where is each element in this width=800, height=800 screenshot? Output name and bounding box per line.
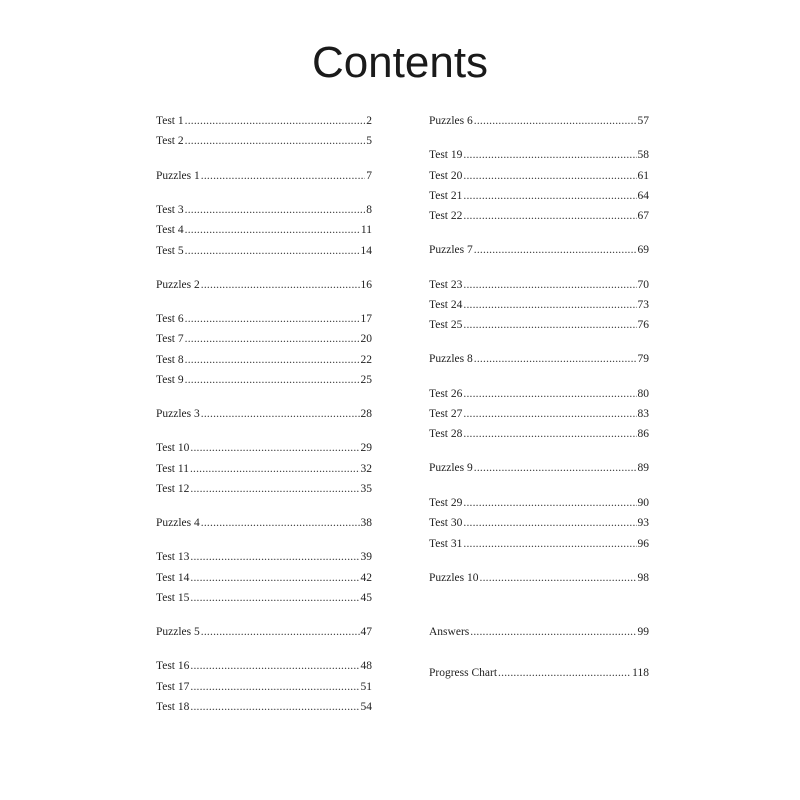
toc-entry-page-number: 73	[637, 299, 649, 311]
toc-entry-label: Test 25	[429, 319, 463, 331]
toc-entry	[429, 352, 649, 366]
toc-entry-page-number: 70	[637, 279, 649, 291]
toc-entry-page-number: 96	[637, 538, 649, 550]
dot-leader	[201, 625, 360, 639]
toc-entry	[156, 407, 372, 421]
toc-entry-page-number: 32	[360, 463, 372, 475]
toc-entry-page-number: 79	[637, 353, 649, 365]
toc-entry-label: Test 15	[156, 592, 190, 604]
toc-entry-label: Test 12	[156, 483, 190, 495]
toc-entry	[156, 441, 372, 455]
toc-entry	[156, 591, 372, 605]
dot-leader	[463, 427, 636, 441]
dot-leader	[463, 537, 636, 551]
toc-entry-page-number: 45	[360, 592, 372, 604]
dot-leader	[201, 516, 360, 530]
toc-entry-label: Test 2	[156, 135, 184, 147]
toc-entry-label: Test 16	[156, 660, 190, 672]
dot-leader	[480, 571, 637, 585]
toc-entry-page-number: 2	[366, 115, 372, 127]
toc-entry-label: Puzzles 7	[429, 244, 473, 256]
toc-entry	[156, 659, 372, 673]
dot-leader	[463, 387, 636, 401]
dot-leader	[463, 169, 636, 183]
toc-entry-page-number: 80	[637, 388, 649, 400]
toc-entry	[429, 625, 649, 639]
toc-entry	[429, 666, 649, 680]
toc-entry-page-number: 76	[637, 319, 649, 331]
toc-entry	[156, 680, 372, 694]
toc-entry-label: Test 30	[429, 517, 463, 529]
dot-leader	[463, 278, 636, 292]
toc-entry	[429, 298, 649, 312]
toc-entry	[429, 189, 649, 203]
toc-entry-page-number: 61	[637, 170, 649, 182]
toc-entry-page-number: 57	[637, 115, 649, 127]
dot-leader	[463, 496, 636, 510]
toc-entry	[429, 516, 649, 530]
toc-entry-label: Test 1	[156, 115, 184, 127]
toc-entry-label: Test 8	[156, 354, 184, 366]
dot-leader	[185, 353, 360, 367]
dot-leader	[201, 169, 365, 183]
dot-leader	[190, 462, 360, 476]
toc-entry	[156, 312, 372, 326]
toc-entry-page-number: 39	[360, 551, 372, 563]
dot-leader	[185, 223, 360, 237]
dot-leader	[190, 550, 359, 564]
toc-entry-label: Test 7	[156, 333, 184, 345]
toc-entry	[156, 516, 372, 530]
toc-left-column	[156, 0, 372, 800]
toc-right-column	[429, 0, 649, 800]
toc-entry-page-number: 67	[637, 210, 649, 222]
toc-entry	[156, 462, 372, 476]
toc-entry-label: Test 5	[156, 245, 184, 257]
toc-entry	[429, 148, 649, 162]
toc-entry-page-number: 29	[360, 442, 372, 454]
toc-entry-label: Test 22	[429, 210, 463, 222]
dot-leader	[185, 244, 360, 258]
dot-leader	[190, 591, 359, 605]
toc-entry-page-number: 89	[637, 462, 649, 474]
dot-leader	[190, 441, 359, 455]
dot-leader	[185, 203, 366, 217]
toc-entry-page-number: 69	[637, 244, 649, 256]
toc-entry-label: Puzzles 1	[156, 170, 200, 182]
toc-entry	[156, 482, 372, 496]
toc-entry-label: Puzzles 5	[156, 626, 200, 638]
dot-leader	[201, 407, 360, 421]
toc-entry	[429, 278, 649, 292]
dot-leader	[463, 298, 636, 312]
toc-entry-label: Test 6	[156, 313, 184, 325]
toc-entry-label: Test 29	[429, 497, 463, 509]
toc-entry-label: Progress Chart	[429, 667, 498, 679]
dot-leader	[463, 516, 636, 530]
toc-entry	[156, 332, 372, 346]
toc-entry	[429, 496, 649, 510]
toc-entry-label: Puzzles 6	[429, 115, 473, 127]
toc-entry	[156, 571, 372, 585]
toc-entry-label: Test 20	[429, 170, 463, 182]
toc-entry-label: Test 10	[156, 442, 190, 454]
toc-entry	[156, 700, 372, 714]
toc-entry	[156, 373, 372, 387]
dot-leader	[463, 148, 636, 162]
dot-leader	[185, 312, 360, 326]
toc-entry-label: Test 24	[429, 299, 463, 311]
dot-leader	[190, 680, 359, 694]
dot-leader	[474, 114, 637, 128]
toc-entry-page-number: 7	[366, 170, 372, 182]
dot-leader	[190, 482, 359, 496]
dot-leader	[498, 666, 631, 680]
toc-entry	[156, 223, 372, 237]
toc-entry-label: Test 26	[429, 388, 463, 400]
dot-leader	[185, 114, 366, 128]
toc-entry	[429, 169, 649, 183]
toc-entry-label: Test 4	[156, 224, 184, 236]
toc-entry-page-number: 16	[360, 279, 372, 291]
toc-entry	[429, 427, 649, 441]
toc-entry-page-number: 28	[360, 408, 372, 420]
toc-entry-label: Answers	[429, 626, 470, 638]
toc-entry-label: Test 23	[429, 279, 463, 291]
toc-entry-page-number: 20	[360, 333, 372, 345]
toc-entry-page-number: 93	[637, 517, 649, 529]
toc-entry-page-number: 17	[360, 313, 372, 325]
dot-leader	[474, 243, 637, 257]
toc-entry-page-number: 90	[637, 497, 649, 509]
toc-entry-label: Test 13	[156, 551, 190, 563]
toc-entry-label: Test 14	[156, 572, 190, 584]
toc-entry-label: Test 17	[156, 681, 190, 693]
toc-entry-page-number: 5	[366, 135, 372, 147]
toc-entry	[156, 114, 372, 128]
toc-entry-label: Puzzles 9	[429, 462, 473, 474]
dot-leader	[185, 134, 366, 148]
toc-entry	[156, 278, 372, 292]
toc-entry-label: Test 19	[429, 149, 463, 161]
toc-entry-page-number: 118	[632, 667, 649, 679]
toc-entry-page-number: 47	[360, 626, 372, 638]
toc-entry-label: Puzzles 2	[156, 279, 200, 291]
toc-entry-label: Puzzles 10	[429, 572, 479, 584]
toc-entry-page-number: 14	[360, 245, 372, 257]
toc-entry-label: Test 3	[156, 204, 184, 216]
toc-entry	[429, 114, 649, 128]
toc-entry-page-number: 8	[366, 204, 372, 216]
toc-entry-page-number: 22	[360, 354, 372, 366]
toc-entry	[156, 550, 372, 564]
toc-entry	[429, 243, 649, 257]
toc-entry	[429, 209, 649, 223]
toc-entry	[156, 134, 372, 148]
toc-entry	[156, 353, 372, 367]
toc-entry-page-number: 25	[360, 374, 372, 386]
dot-leader	[463, 189, 636, 203]
toc-entry-label: Puzzles 3	[156, 408, 200, 420]
dot-leader	[190, 659, 359, 673]
toc-entry	[156, 169, 372, 183]
toc-entry-page-number: 58	[637, 149, 649, 161]
toc-entry-page-number: 98	[637, 572, 649, 584]
toc-entry	[429, 407, 649, 421]
dot-leader	[474, 352, 637, 366]
toc-entry-label: Test 9	[156, 374, 184, 386]
toc-entry	[429, 537, 649, 551]
toc-entry-page-number: 86	[637, 428, 649, 440]
dot-leader	[201, 278, 360, 292]
toc-entry	[429, 387, 649, 401]
toc-entry-label: Test 11	[156, 463, 189, 475]
dot-leader	[190, 571, 359, 585]
toc-entry-page-number: 51	[360, 681, 372, 693]
toc-entry-page-number: 99	[637, 626, 649, 638]
toc-entry-page-number: 38	[360, 517, 372, 529]
toc-entry-label: Test 28	[429, 428, 463, 440]
toc-entry-label: Puzzles 4	[156, 517, 200, 529]
toc-entry-label: Puzzles 8	[429, 353, 473, 365]
dot-leader	[474, 461, 637, 475]
dot-leader	[185, 332, 360, 346]
toc-entry	[429, 461, 649, 475]
toc-entry-page-number: 64	[637, 190, 649, 202]
dot-leader	[185, 373, 360, 387]
toc-entry-page-number: 83	[637, 408, 649, 420]
toc-entry	[156, 244, 372, 258]
dot-leader	[470, 625, 636, 639]
toc-entry	[156, 625, 372, 639]
toc-entry-page-number: 48	[360, 660, 372, 672]
toc-entry-label: Test 21	[429, 190, 463, 202]
toc-entry	[429, 318, 649, 332]
toc-entry-label: Test 31	[429, 538, 463, 550]
dot-leader	[463, 209, 636, 223]
dot-leader	[463, 407, 636, 421]
toc-entry-page-number: 11	[360, 224, 372, 236]
toc-entry-page-number: 35	[360, 483, 372, 495]
dot-leader	[190, 700, 359, 714]
toc-entry-page-number: 54	[360, 701, 372, 713]
toc-entry-page-number: 42	[360, 572, 372, 584]
toc-entry	[156, 203, 372, 217]
toc-entry-label: Test 18	[156, 701, 190, 713]
page-title: Contents	[311, 38, 489, 87]
toc-entry-label: Test 27	[429, 408, 463, 420]
toc-entry	[429, 571, 649, 585]
dot-leader	[463, 318, 636, 332]
